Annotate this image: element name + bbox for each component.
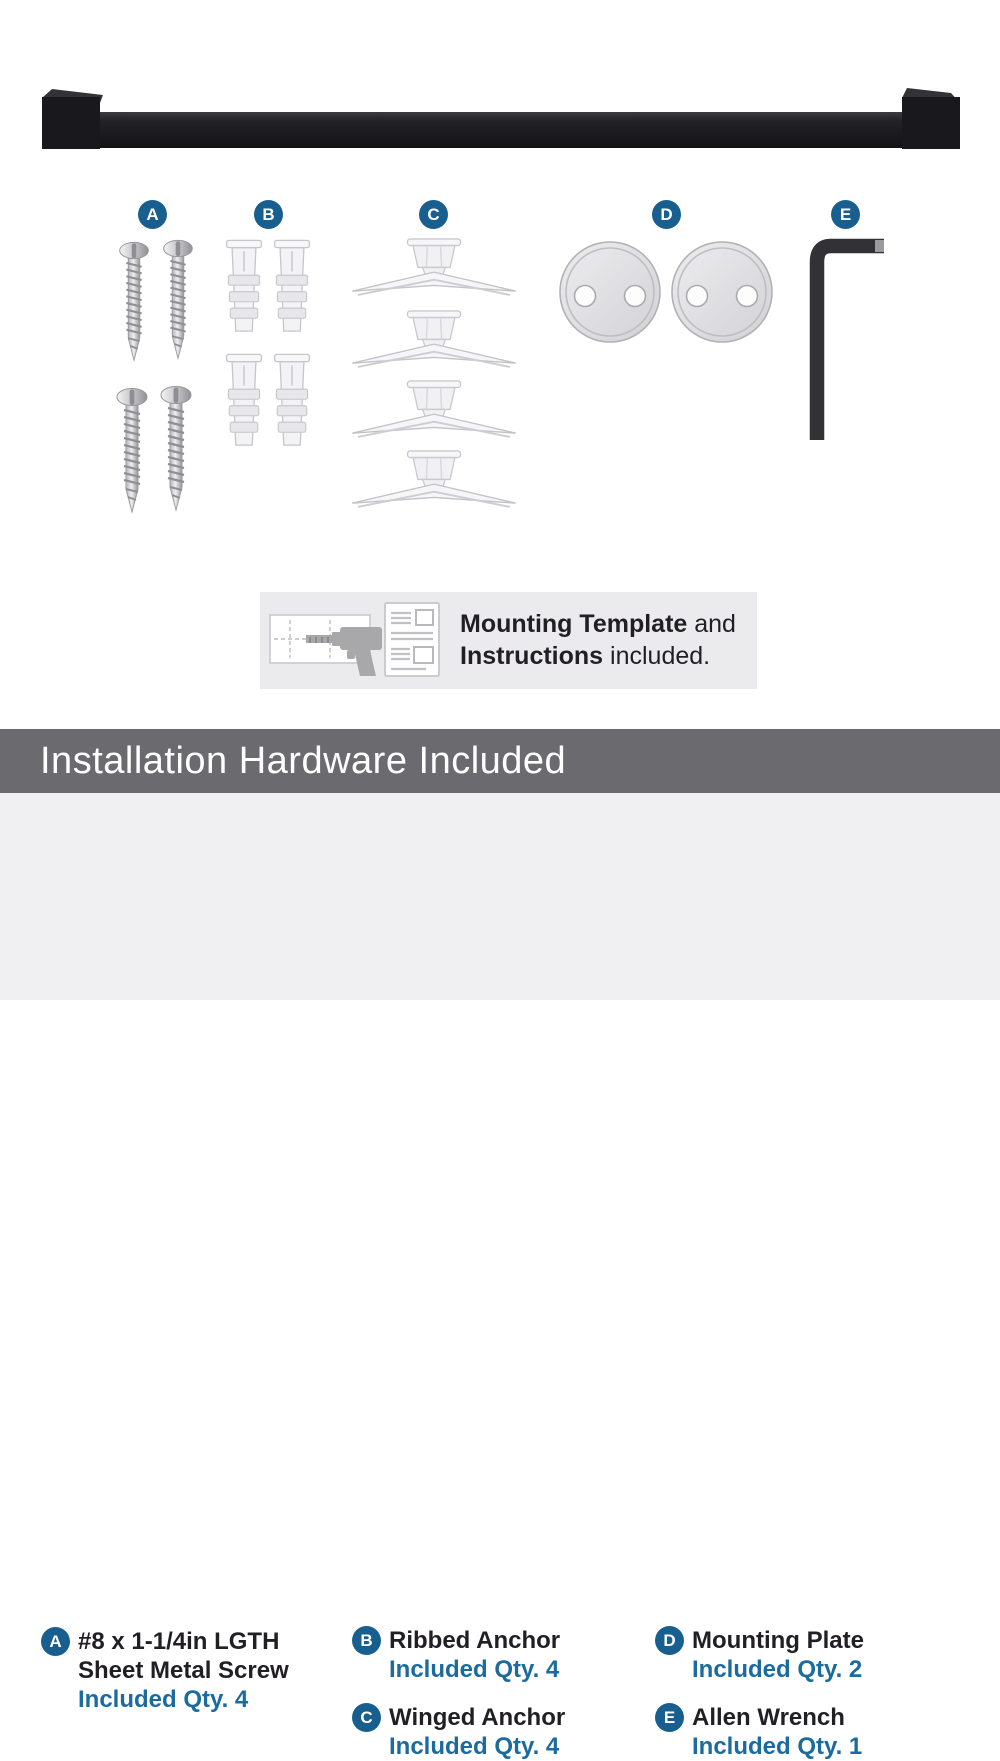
note-bold-instructions: Instructions [460, 642, 604, 670]
list-item-d [655, 1626, 864, 1684]
note-included: included. [603, 642, 711, 670]
diagram-badge-b: B [254, 200, 283, 229]
list-item-c [352, 1703, 565, 1761]
item-qty: Included Qty. 1 [692, 1733, 863, 1760]
list-badge-a: A [41, 1627, 70, 1656]
item-name-line: Mounting Plate [692, 1627, 864, 1654]
item-qty: Included Qty. 4 [389, 1733, 560, 1760]
towel-bar-left-post [42, 97, 100, 149]
ribbed-anchor-icon [222, 236, 318, 458]
item-name-line: Winged Anchor [389, 1704, 566, 1731]
diagram-badge-e: E [831, 200, 860, 229]
item-name-line: Sheet Metal Screw [78, 1657, 289, 1684]
section-banner [0, 729, 1000, 793]
list-badge-d: D [655, 1626, 684, 1655]
drill-template-icon [268, 606, 398, 676]
diagram-badge-c: C [419, 200, 448, 229]
list-badge-e: E [655, 1703, 684, 1732]
mounting-template-note [260, 592, 757, 689]
instructions-document-icon [384, 602, 440, 678]
item-qty: Included Qty. 2 [692, 1656, 863, 1683]
allen-wrench-icon [806, 234, 890, 448]
note-text [460, 608, 750, 672]
towel-bar-image [35, 85, 965, 170]
list-item-a [41, 1627, 289, 1714]
item-qty: Included Qty. 4 [78, 1686, 249, 1713]
list-item-b [352, 1626, 560, 1684]
list-badge-b: B [352, 1626, 381, 1655]
list-item-e [655, 1703, 862, 1761]
winged-anchor-icon [348, 237, 520, 522]
screw-icon [112, 236, 204, 522]
item-name-line: Allen Wrench [692, 1704, 845, 1731]
diagram-badge-d: D [652, 200, 681, 229]
item-name-line: Ribbed Anchor [389, 1627, 561, 1654]
section-title: Installation Hardware Included [40, 739, 567, 782]
towel-bar-rail [100, 112, 902, 148]
towel-bar-right-post [902, 97, 960, 149]
diagram-badge-a: A [138, 200, 167, 229]
note-bold-mounting-template: Mounting Template [460, 610, 688, 638]
item-name-line: #8 x 1-1/4in LGTH [78, 1628, 280, 1655]
item-qty: Included Qty. 4 [389, 1656, 560, 1683]
hardware-list-panel [0, 793, 1000, 1760]
mounting-plate-icon [558, 240, 774, 344]
note-and: and [687, 610, 736, 638]
list-badge-c: C [352, 1703, 381, 1732]
